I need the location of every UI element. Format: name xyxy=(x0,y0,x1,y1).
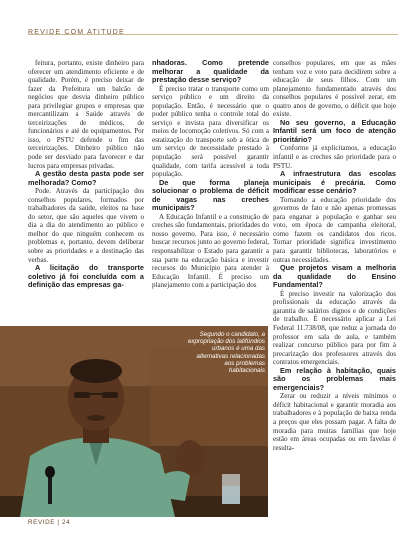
question-heading: Em relação à habitação, quais são os problemas mais emergenciais? xyxy=(273,365,396,392)
body-paragraph: A Educação Infantil e a construção de creches são fundamentais, prioridades do nosso governo. Para isso, é necessário buscar recursos junto ao governo federal, responsabilizar o Estado para garantir a sua parte na educação básica e investir recursos do Município para atender à Educação Infantil. É preciso um planejamento com a participação dos xyxy=(152,212,269,290)
question-heading: nhadoras. Como pretende melhorar a qualidade da prestação desse serviço? xyxy=(152,58,269,85)
question-heading: A gestão desta pasta pode ser melhorada? Como? xyxy=(28,169,144,187)
header-title: REVIDE COM ATITUDE xyxy=(28,29,125,36)
body-paragraph: É preciso tratar o transporte como um serviço público e um direito da população. Então, é necessário que o poder público tenha o controle total do serviço e invista para diversificar os meios de locomoção coletivos. Só com a estatização do transporte sob a ótica de um serviço de necessidade prestado à população será possível garantir qualidade, com tarifa acessível a toda população. xyxy=(152,84,269,179)
body-paragraph: conselhos populares, em que as mães tenham voz e voto para decidirem sobre a educação de seus filhos. Com um planejamento fundamentado através dos conselhos populares é possível zerar, em quatro anos de governo, o déficit que hoje existe. xyxy=(273,59,396,119)
question-heading: No seu governo, a Educação Infantil será um foco de atenção prioritário? xyxy=(273,117,396,144)
text-column-2 xyxy=(152,59,269,290)
question-heading: A infraestrutura das escolas municipais é precária. Como modificar esse cenário? xyxy=(273,169,396,196)
photo-caption: Segundo o candidato, a expropriação dos latifúndios urbanos é uma das alternativas relacionadas aos problemas habitacionais xyxy=(187,331,265,375)
body-paragraph: feitura, portanto, existe dinheiro para oferecer um atendimento eficiente e de qualidade. Porém, é preciso deixar de fazer da Prefeitura um balcão de negócios que desvia dinheiro público para privilegiar grupos e empresas que mercantilizam a Saúde através de terceirizações de médicos, de funcionários e até de equipamentos. Por isso, o PSTU defende o fim das terceirizações. Dinheiro público não pode ser desviado para favorecer e dar lucros para empresas privadas. xyxy=(28,59,144,170)
page-footer: REVIDE | 24 xyxy=(28,519,71,526)
body-paragraph: Tornando a educação prioridade dos governos de fato e não apenas promessas para enganar a população e ganhar seu voto, em época de campanha eleitoral, como fazem os candidatos dos ricos. Tornar prioridade significa investimento para garantir bibliotecas, laboratórios e outras necessidades. xyxy=(273,195,396,264)
body-paragraph: Zerar ou reduzir a níveis mínimos o déficit habitacional e garantir moradia aos trabalhadores e à população de baixa renda a preços que eles possam pagar. A falta de moradia para muitas famílias que hoje estão em áreas ocupadas ou em favelas é resulta- xyxy=(273,392,396,452)
header-rule xyxy=(28,34,398,35)
body-paragraph: É preciso investir na valorização dos profissionais da educação através da garantia de salários dignos e de condições de trabalho. É necessário aplicar a Lei Federal 11.738/08, que reduz a jornada do professor em sala de aula, e também realizar concurso público para por fim à precarização dos professores através dos contratos emergenciais. xyxy=(273,289,396,367)
body-paragraph: Conforme já explicitamos, a educação infantil e as creches são prioridade para o PSTU. xyxy=(273,144,396,170)
body-paragraph: Pode. Através da participação dos conselhos populares, formados por trabalhadores da saúde, eleitos na base do setor, que são aqueles que vivem o dia a dia do atendimento ao público e melhor do que ninguém conhecem os problemas e, portanto, devem deliberar sobre as prioridades e a destinação das verbas. xyxy=(28,187,144,264)
running-header xyxy=(28,21,398,36)
candidate-photo xyxy=(0,326,268,517)
question-heading: Que projetos visam a melhoria da qualidade do Ensino Fundamental? xyxy=(273,263,396,290)
text-column-1 xyxy=(28,59,144,290)
text-column-3 xyxy=(273,59,396,452)
question-heading: A licitação do transporte coletivo já foi concluída com a definição das empresas ga- xyxy=(28,263,144,290)
question-heading: De que forma planeja solucionar o problema de déficit de vagas nas creches municipais? xyxy=(152,177,269,213)
